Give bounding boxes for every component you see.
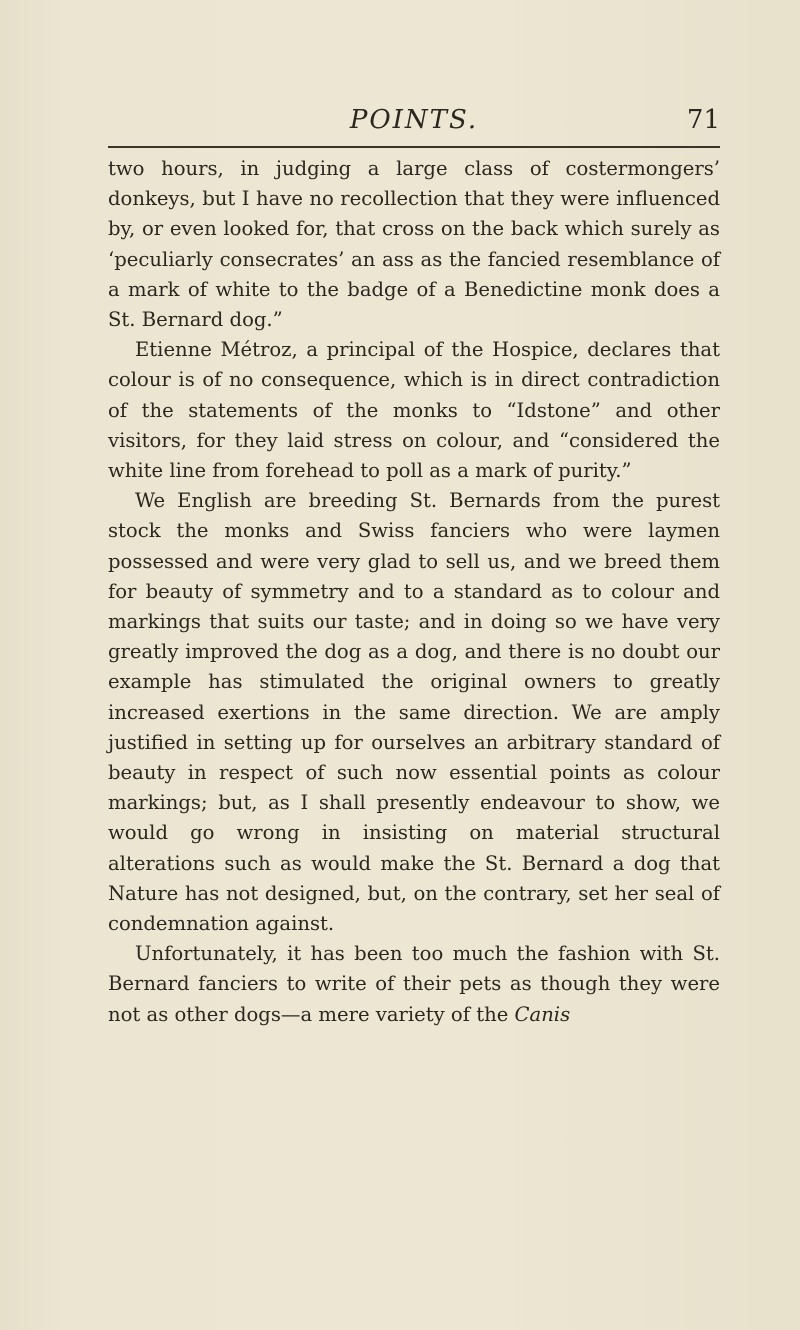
body-text: [108, 154, 720, 1030]
paragraph-1: two hours, in judging a large class of costermongers’ donkeys, but I have no recollection that they were influenced by, or even looked for, that cross on the back which surely as ‘peculiarly consecrates’ an ass as the fancied resemblance of a mark of white to the badge of a Benedictine monk does a St. Bernard dog.”: [108, 157, 720, 332]
paragraph-3: We English are breeding St. Bernards from the purest stock the monks and Swiss fanciers who were laymen possessed and were very glad to sell us, and we breed them for beauty of symmetry and to a standard as to colour and markings that suits our taste; and in doing so we have very greatly improved the dog as a dog, and there is no doubt our example has stimulated the original owners to greatly increased exertions in the same direction. We are amply justified in setting up for ourselves an arbitrary standard of beauty in respect of such now essential points as colour markings; but, as I shall presently endeavour to show, we would go wrong in insisting on material structural alterations such as would make the St. Bernard a dog that Nature has not designed, but, on the contrary, set her seal of condemnation against.: [108, 489, 720, 936]
running-head: POINTS.: [349, 105, 479, 135]
page-header: [108, 100, 720, 140]
paragraph-2: Etienne Métroz, a principal of the Hospice, declares that colour is of no consequence, which is in direct contradiction of the statements of the monks to “Idstone” and other visitors, for they laid stress on colour, and “considered the white line from forehead to poll as a mark of purity.”: [108, 338, 720, 483]
paragraph-4-text: Unfortunately, it has been too much the fashion with St. Bernard fanciers to write of their pets as though they were not as other dogs—a mere variety of the: [108, 942, 720, 1026]
paragraph-4-italic: Canis: [514, 1002, 571, 1026]
header-rule: [108, 146, 720, 148]
paragraph-4: [108, 939, 720, 1030]
page-number: 71: [686, 105, 720, 135]
